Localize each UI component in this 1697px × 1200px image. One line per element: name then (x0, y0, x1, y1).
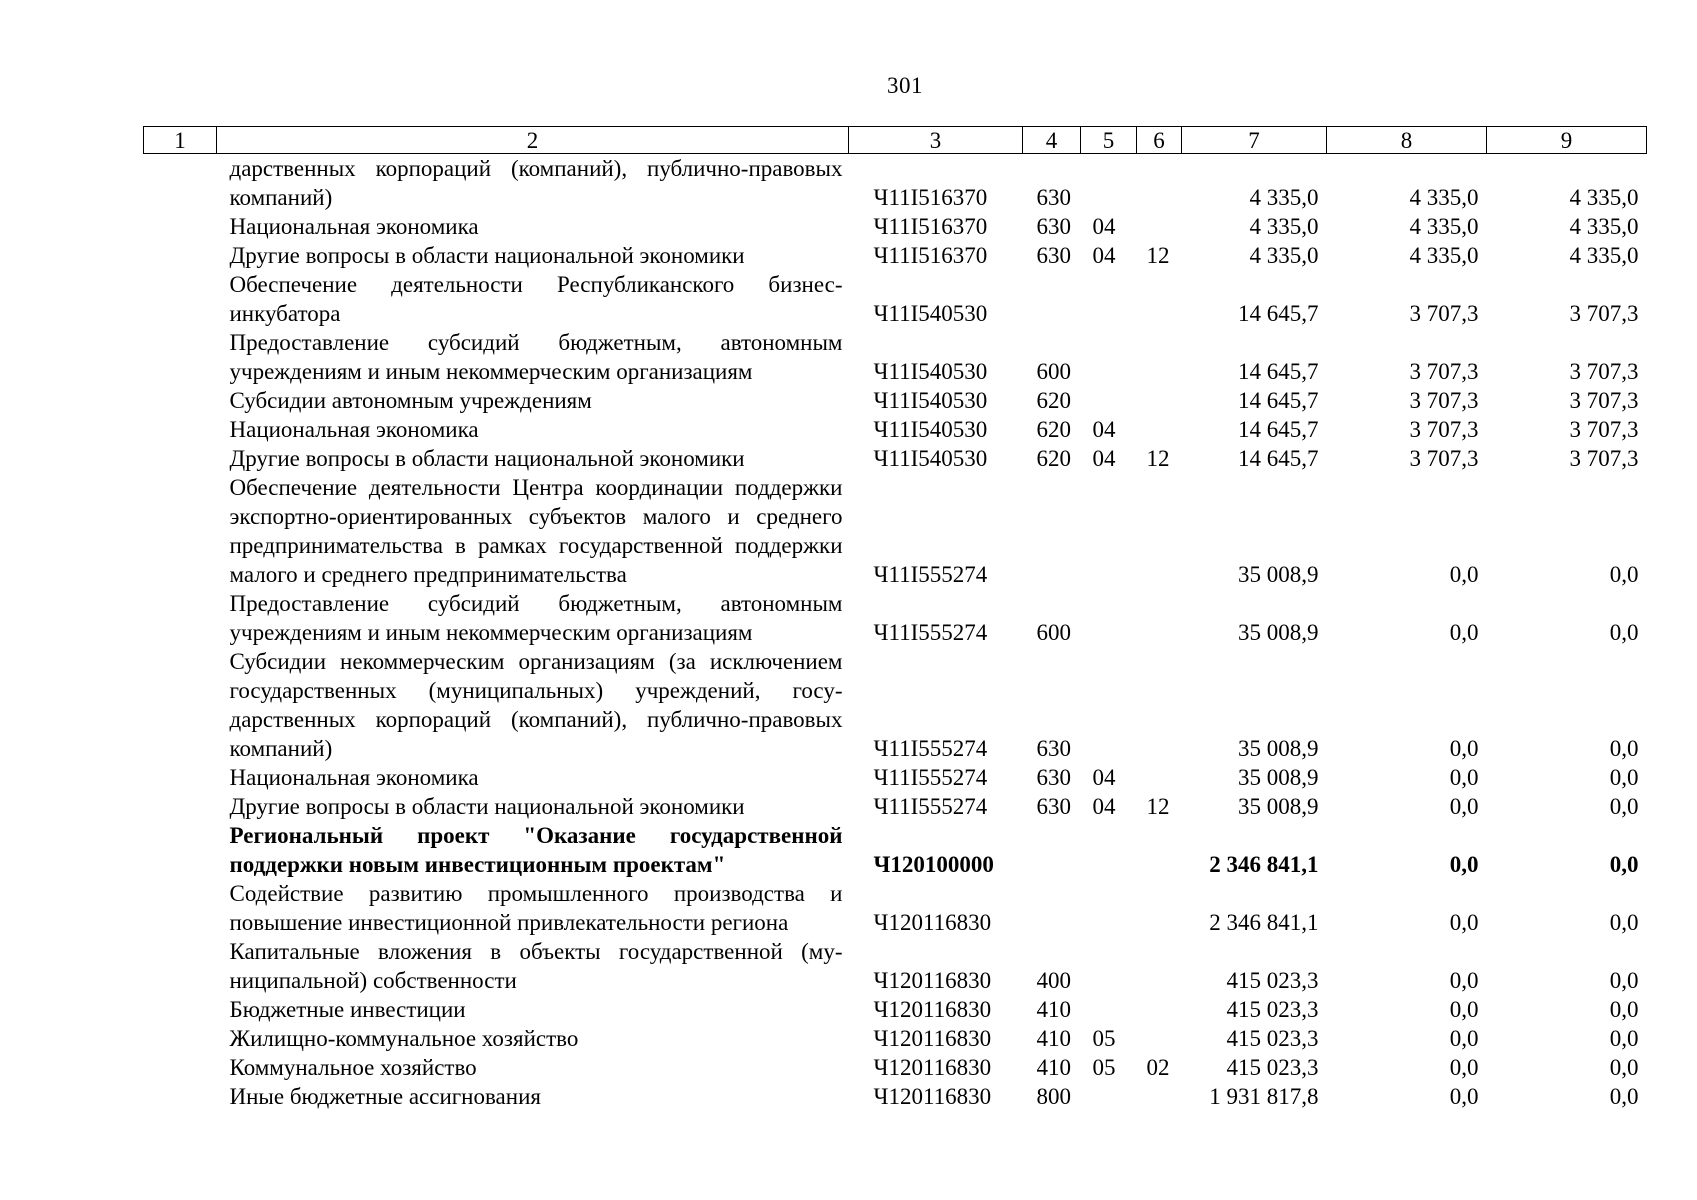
amount-col7-cell: 35 008,9 (1238, 562, 1319, 587)
row-number-cell (144, 444, 217, 473)
header-col-1: 1 (144, 127, 217, 154)
target-code-cell: Ч120100000 (873, 852, 994, 877)
table-row (144, 444, 1647, 473)
subsection-cell (1137, 995, 1182, 1024)
amount-col7-cell: 1 931 817,8 (1209, 1084, 1319, 1109)
expense-type-cell: 620 (1036, 417, 1071, 442)
section-cell (1081, 473, 1137, 589)
section-cell (1081, 386, 1137, 415)
subsection-cell (1137, 212, 1182, 241)
item-name-cell: Жилищно-коммунальное хозяйство (229, 1026, 579, 1051)
target-code-cell: Ч120116830 (873, 968, 992, 993)
amount-col9-cell: 0,0 (1609, 968, 1639, 993)
item-name-cell: Обеспечение деятельности Республиканского бизнес-инкубатора (229, 272, 843, 326)
amount-col7-cell: 4 335,0 (1249, 185, 1319, 210)
expense-type-cell: 400 (1036, 968, 1071, 993)
amount-col9-cell: 3 707,3 (1569, 301, 1639, 326)
row-number-cell (144, 270, 217, 328)
header-row (144, 127, 1647, 154)
subsection-cell (1137, 937, 1182, 995)
table-row (144, 1053, 1647, 1082)
amount-col9-cell: 0,0 (1609, 562, 1639, 587)
target-code-cell: Ч120116830 (873, 997, 992, 1022)
row-number-cell (144, 995, 217, 1024)
amount-col7-cell: 2 346 841,1 (1209, 852, 1319, 877)
expense-type-cell: 410 (1036, 1026, 1071, 1051)
amount-col7-cell: 4 335,0 (1249, 243, 1319, 268)
amount-col7-cell: 2 346 841,1 (1209, 910, 1319, 935)
expense-type-cell: 630 (1036, 736, 1071, 761)
amount-col8-cell: 0,0 (1449, 736, 1479, 761)
table-row (144, 1082, 1647, 1111)
amount-col8-cell: 4 335,0 (1409, 243, 1479, 268)
amount-col7-cell: 14 645,7 (1238, 301, 1319, 326)
row-number-cell (144, 792, 217, 821)
target-code-cell: Ч11I540530 (873, 301, 988, 326)
expense-type-cell: 620 (1036, 388, 1071, 413)
amount-col7-cell: 14 645,7 (1238, 446, 1319, 471)
expense-type-cell (1023, 879, 1081, 937)
amount-col9-cell: 0,0 (1609, 1026, 1639, 1051)
row-number-cell (144, 879, 217, 937)
item-name-cell: Субсидии некоммерческим организациям (за исключением государственных (муниципальных) учреждений, государственных корпораций (компаний), публично-правовых компаний) (229, 649, 843, 761)
subsection-cell (1137, 415, 1182, 444)
row-number-cell (144, 154, 217, 213)
header-col-6: 6 (1137, 127, 1182, 154)
amount-col9-cell: 4 335,0 (1569, 214, 1639, 239)
target-code-cell: Ч120116830 (873, 1055, 992, 1080)
table-row (144, 879, 1647, 937)
expense-type-cell (1023, 270, 1081, 328)
header-col-2: 2 (217, 127, 849, 154)
table-row (144, 763, 1647, 792)
subsection-cell (1137, 763, 1182, 792)
table-row (144, 328, 1647, 386)
row-number-cell (144, 763, 217, 792)
section-cell (1081, 995, 1137, 1024)
item-name-cell: Коммунальное хозяйство (229, 1055, 477, 1080)
page-number: 301 (887, 73, 923, 98)
subsection-cell (1137, 821, 1182, 879)
target-code-cell: Ч120116830 (873, 910, 992, 935)
row-number-cell (144, 1024, 217, 1053)
section-cell: 04 (1092, 214, 1116, 239)
item-name-cell: Национальная экономика (229, 214, 479, 239)
expense-type-cell: 630 (1036, 243, 1071, 268)
expense-type-cell: 620 (1036, 446, 1071, 471)
amount-col9-cell: 4 335,0 (1569, 185, 1639, 210)
section-cell (1081, 589, 1137, 647)
row-number-cell (144, 415, 217, 444)
amount-col8-cell: 0,0 (1449, 997, 1479, 1022)
section-cell: 04 (1092, 417, 1116, 442)
target-code-cell: Ч11I540530 (873, 417, 988, 442)
expense-type-cell: 600 (1036, 359, 1071, 384)
table-row (144, 415, 1647, 444)
subsection-cell: 02 (1146, 1055, 1170, 1080)
expense-type-cell: 410 (1036, 997, 1071, 1022)
header-col-5: 5 (1081, 127, 1137, 154)
amount-col9-cell: 0,0 (1609, 620, 1639, 645)
amount-col9-cell: 0,0 (1609, 765, 1639, 790)
section-cell (1081, 328, 1137, 386)
section-cell: 04 (1092, 446, 1116, 471)
amount-col9-cell: 0,0 (1609, 794, 1639, 819)
item-name-cell: Предоставление субсидий бюджетным, автономным учреждениям и иным некоммерческим организациям (229, 591, 843, 645)
target-code-cell: Ч11I540530 (873, 446, 988, 471)
amount-col7-cell: 415 023,3 (1226, 1055, 1319, 1080)
amount-col8-cell: 0,0 (1449, 910, 1479, 935)
amount-col8-cell: 0,0 (1449, 968, 1479, 993)
expense-type-cell: 600 (1036, 620, 1071, 645)
expense-type-cell: 410 (1036, 1055, 1071, 1080)
item-name-cell: Другие вопросы в области национальной экономики (229, 794, 745, 819)
subsection-cell (1137, 328, 1182, 386)
amount-col9-cell: 3 707,3 (1569, 359, 1639, 384)
section-cell (1081, 937, 1137, 995)
item-name-cell: Другие вопросы в области национальной экономики (229, 243, 745, 268)
subsection-cell (1137, 879, 1182, 937)
row-number-cell (144, 328, 217, 386)
item-name-cell: дарственных корпораций (компаний), публично-правовых компаний) (229, 156, 843, 210)
amount-col9-cell: 0,0 (1609, 1055, 1639, 1080)
table-row (144, 386, 1647, 415)
budget-table-container (143, 126, 1637, 1111)
amount-col7-cell: 35 008,9 (1238, 620, 1319, 645)
table-row (144, 270, 1647, 328)
amount-col8-cell: 0,0 (1449, 794, 1479, 819)
amount-col7-cell: 14 645,7 (1238, 388, 1319, 413)
row-number-cell (144, 212, 217, 241)
table-row (144, 821, 1647, 879)
target-code-cell: Ч11I555274 (873, 562, 988, 587)
table-row (144, 473, 1647, 589)
amount-col8-cell: 3 707,3 (1409, 417, 1479, 442)
row-number-cell (144, 647, 217, 763)
amount-col7-cell: 14 645,7 (1238, 359, 1319, 384)
amount-col7-cell: 415 023,3 (1226, 968, 1319, 993)
section-cell: 04 (1092, 765, 1116, 790)
table-header (144, 127, 1647, 154)
target-code-cell: Ч11I555274 (873, 620, 988, 645)
section-cell: 05 (1092, 1055, 1116, 1080)
subsection-cell (1137, 1024, 1182, 1053)
amount-col9-cell: 0,0 (1609, 1084, 1639, 1109)
amount-col7-cell: 35 008,9 (1238, 736, 1319, 761)
amount-col8-cell: 3 707,3 (1409, 388, 1479, 413)
subsection-cell: 12 (1146, 243, 1170, 268)
row-number-cell (144, 386, 217, 415)
subsection-cell (1137, 270, 1182, 328)
amount-col9-cell: 3 707,3 (1569, 388, 1639, 413)
section-cell (1081, 821, 1137, 879)
header-col-9: 9 (1487, 127, 1647, 154)
row-number-cell (144, 1053, 217, 1082)
section-cell (1081, 879, 1137, 937)
amount-col8-cell: 0,0 (1449, 1055, 1479, 1080)
amount-col8-cell: 3 707,3 (1409, 301, 1479, 326)
header-col-4: 4 (1023, 127, 1081, 154)
expense-type-cell: 630 (1036, 765, 1071, 790)
expense-type-cell: 630 (1036, 185, 1071, 210)
item-name-cell: Национальная экономика (229, 417, 479, 442)
table-row (144, 1024, 1647, 1053)
target-code-cell: Ч11I540530 (873, 388, 988, 413)
header-col-7: 7 (1182, 127, 1327, 154)
header-col-3: 3 (849, 127, 1023, 154)
amount-col9-cell: 3 707,3 (1569, 446, 1639, 471)
subsection-cell: 12 (1146, 794, 1170, 819)
amount-col8-cell: 0,0 (1449, 1026, 1479, 1051)
amount-col8-cell: 3 707,3 (1409, 446, 1479, 471)
budget-table (143, 126, 1647, 1111)
amount-col8-cell: 0,0 (1449, 765, 1479, 790)
target-code-cell: Ч120116830 (873, 1084, 992, 1109)
table-row (144, 154, 1647, 213)
section-cell (1081, 154, 1137, 213)
row-number-cell (144, 821, 217, 879)
amount-col7-cell: 35 008,9 (1238, 765, 1319, 790)
item-name-cell: Субсидии автономным учреждениям (229, 388, 592, 413)
expense-type-cell: 630 (1036, 214, 1071, 239)
table-row (144, 792, 1647, 821)
amount-col8-cell: 0,0 (1449, 1084, 1479, 1109)
expense-type-cell: 800 (1036, 1084, 1071, 1109)
amount-col7-cell: 35 008,9 (1238, 794, 1319, 819)
item-name-cell: Национальная экономика (229, 765, 479, 790)
subsection-cell (1137, 386, 1182, 415)
amount-col7-cell: 415 023,3 (1226, 1026, 1319, 1051)
section-cell: 04 (1092, 243, 1116, 268)
section-cell: 04 (1092, 794, 1116, 819)
target-code-cell: Ч11I516370 (873, 243, 988, 268)
expense-type-cell: 630 (1036, 794, 1071, 819)
row-number-cell (144, 589, 217, 647)
amount-col8-cell: 3 707,3 (1409, 359, 1479, 384)
row-number-cell (144, 1082, 217, 1111)
amount-col8-cell: 0,0 (1449, 852, 1479, 877)
table-row (144, 937, 1647, 995)
amount-col8-cell: 0,0 (1449, 562, 1479, 587)
amount-col9-cell: 0,0 (1609, 736, 1639, 761)
amount-col8-cell: 4 335,0 (1409, 185, 1479, 210)
item-name-cell: Предоставление субсидий бюджетным, автономным учреждениям и иным некоммерческим организациям (229, 330, 843, 384)
amount-col8-cell: 4 335,0 (1409, 214, 1479, 239)
amount-col9-cell: 4 335,0 (1569, 243, 1639, 268)
table-row (144, 589, 1647, 647)
subsection-cell (1137, 647, 1182, 763)
expense-type-cell (1023, 821, 1081, 879)
target-code-cell: Ч11I540530 (873, 359, 988, 384)
item-name-cell: Региональный проект "Оказание государственной поддержки новым инвестиционным проектам" (229, 823, 843, 877)
amount-col7-cell: 14 645,7 (1238, 417, 1319, 442)
expense-type-cell (1023, 473, 1081, 589)
section-cell (1081, 1082, 1137, 1111)
target-code-cell: Ч120116830 (873, 1026, 992, 1051)
target-code-cell: Ч11I516370 (873, 185, 988, 210)
subsection-cell (1137, 1082, 1182, 1111)
item-name-cell: Другие вопросы в области национальной экономики (229, 446, 745, 471)
amount-col9-cell: 0,0 (1609, 852, 1639, 877)
table-body (144, 154, 1647, 1112)
item-name-cell: Капитальные вложения в объекты государственной (муниципальной) собственности (229, 939, 843, 993)
header-col-8: 8 (1327, 127, 1487, 154)
item-name-cell: Иные бюджетные ассигнования (229, 1084, 541, 1109)
table-row (144, 241, 1647, 270)
target-code-cell: Ч11I555274 (873, 765, 988, 790)
target-code-cell: Ч11I516370 (873, 214, 988, 239)
item-name-cell: Содействие развитию промышленного производства и повышение инвестиционной привлекательности региона (229, 881, 843, 935)
item-name-cell: Обеспечение деятельности Центра координации поддержки экспортно-ориентированных субъектов малого и среднего предпринимательства в рамках государственной поддержки малого и среднего предпринимательства (229, 475, 843, 587)
section-cell (1081, 647, 1137, 763)
subsection-cell (1137, 154, 1182, 213)
amount-col8-cell: 0,0 (1449, 620, 1479, 645)
table-row (144, 995, 1647, 1024)
row-number-cell (144, 937, 217, 995)
target-code-cell: Ч11I555274 (873, 736, 988, 761)
row-number-cell (144, 473, 217, 589)
subsection-cell: 12 (1146, 446, 1170, 471)
amount-col7-cell: 4 335,0 (1249, 214, 1319, 239)
amount-col9-cell: 0,0 (1609, 997, 1639, 1022)
amount-col9-cell: 0,0 (1609, 910, 1639, 935)
section-cell (1081, 270, 1137, 328)
subsection-cell (1137, 589, 1182, 647)
table-row (144, 647, 1647, 763)
amount-col9-cell: 3 707,3 (1569, 417, 1639, 442)
row-number-cell (144, 241, 217, 270)
table-row (144, 212, 1647, 241)
amount-col7-cell: 415 023,3 (1226, 997, 1319, 1022)
item-name-cell: Бюджетные инвестиции (229, 997, 466, 1022)
subsection-cell (1137, 473, 1182, 589)
target-code-cell: Ч11I555274 (873, 794, 988, 819)
section-cell: 05 (1092, 1026, 1116, 1051)
